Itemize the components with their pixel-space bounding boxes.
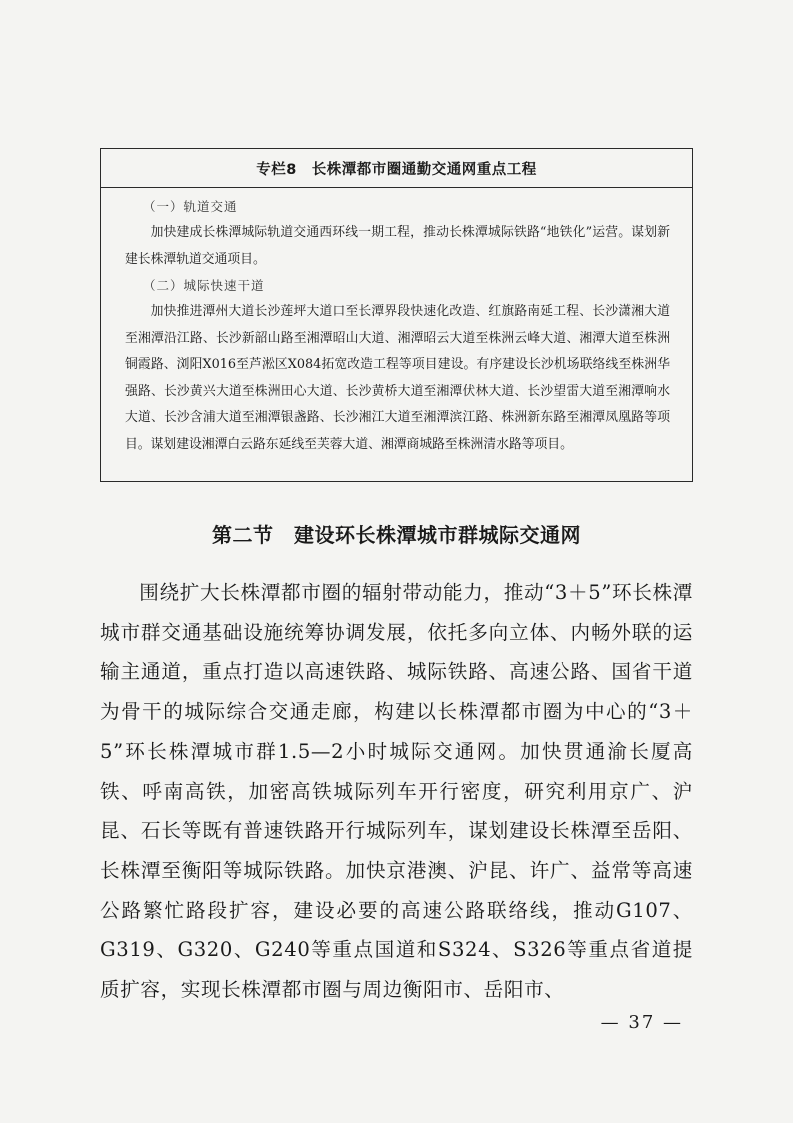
feature-box (100, 148, 693, 482)
box-paragraph-rail: 加快建成长株潭城际轨道交通西环线一期工程，推动长株潭城际铁路“地铁化”运营。谋划新建长株潭轨道交通项目。 (125, 225, 670, 267)
box-paragraph-road: 加快推进潭州大道长沙莲坪大道口至长潭界段快速化改造、红旗路南延工程、长沙潇湘大道至湘潭沿江路、长沙新韶山路至湘潭昭山大道、湘潭昭云大道至株洲云峰大道、湘潭大道至株洲铜霞路、浏阳X016至芦淞区X084拓宽改造工程等项目建设。有序建设长沙机场联络线至株洲华强路、长沙黄兴大道至株洲田心大道、长沙黄桥大道至湘潭伏林大道、长沙望雷大道至湘潭响水大道、长沙含浦大道至湘潭银盏路、长沙湘江大道至湘潭滨江路、株洲新东路至湘潭凤凰路等项目。谋划建设湘潭白云路东延线至芙蓉大道、湘潭商城路至株洲清水路等项目。 (125, 304, 670, 452)
page-number: — 37 — (600, 1012, 683, 1033)
body-paragraph: 围绕扩大长株潭都市圈的辐射带动能力，推动“3＋5”环长株潭城市群交通基础设施统筹协调发展，依托多向立体、内畅外联的运输主通道，重点打造以高速铁路、城际铁路、高速公路、国省干道为骨干的城际综合交通走廊，构建以长株潭都市圈为中心的“3＋5”环长株潭城市群1.5—2小时城际交通网。加快贯通渝长厦高铁、呼南高铁，加密高铁城际列车开行密度，研究利用京广、沪昆、石长等既有普速铁路开行城际列车，谋划建设长株潭至岳阳、长株潭至衡阳等城际铁路。加快京港澳、沪昆、许广、益常等高速公路繁忙路段扩容，建设必要的高速公路联络线，推动G107、G319、G320、G240等重点国道和S324、S326等重点省道提质扩容，实现长株潭都市圈与周边衡阳市、岳阳市、 (100, 581, 693, 1002)
box-subheading-rail: （一）轨道交通 (143, 199, 238, 214)
section-title: 第二节 建设环长株潭城市群城际交通网 (212, 523, 581, 547)
box-subheading-road: （二）城际快速干道 (143, 278, 265, 293)
box-title: 专栏8 长株潭都市圈通勤交通网重点工程 (101, 149, 692, 188)
box-body (101, 188, 692, 458)
